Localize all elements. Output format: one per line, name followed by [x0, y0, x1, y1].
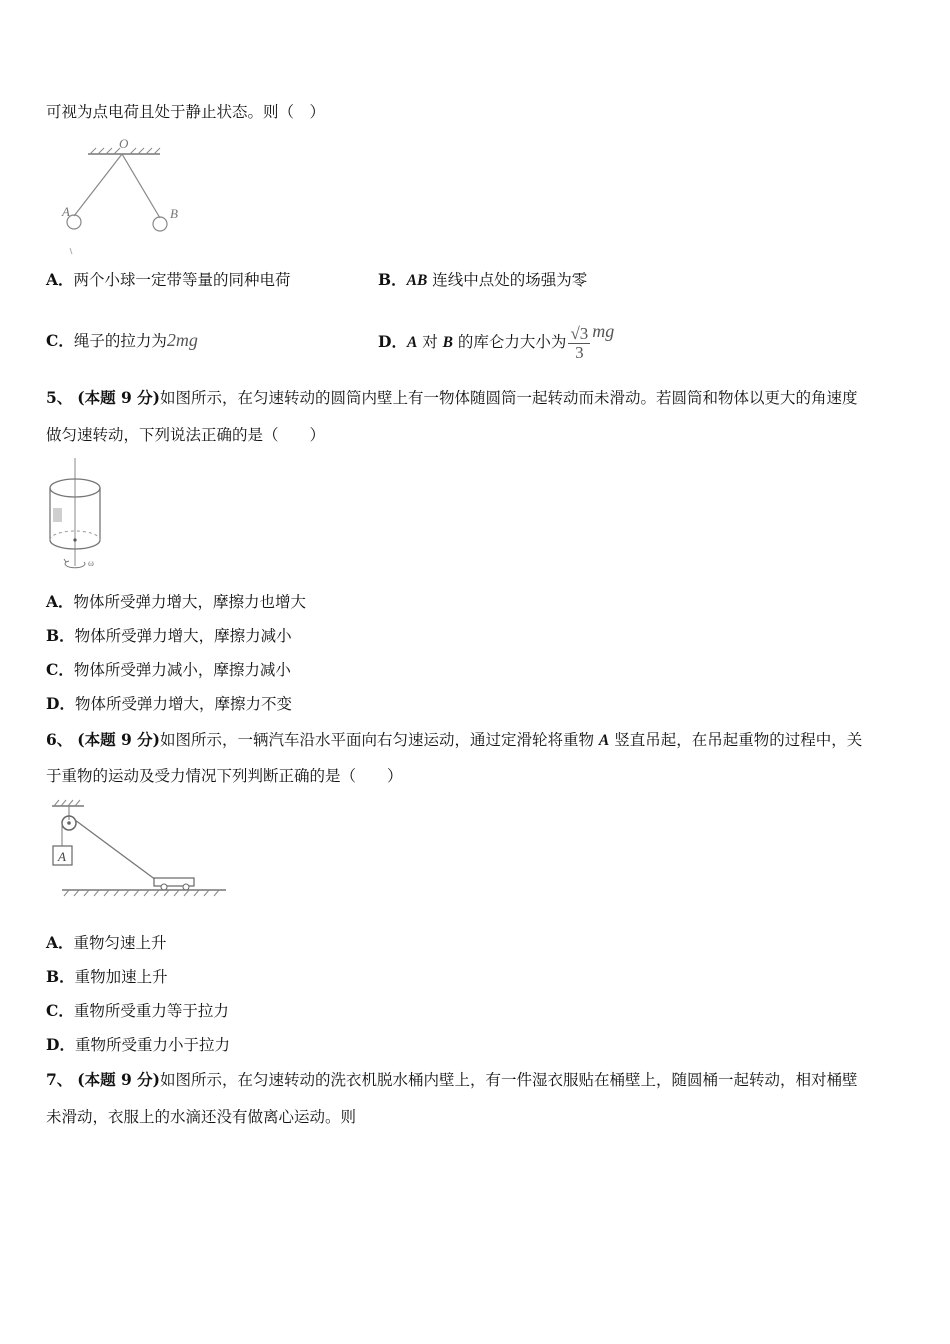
q5-option-D-text: 物体所受弹力增大，摩擦力不变	[74, 695, 292, 713]
q4-option-A[interactable]	[46, 270, 291, 290]
q4-option-C[interactable]	[46, 330, 198, 351]
q5-stem-line2: 做匀速转动，下列说法正确的是（ ）	[46, 426, 326, 444]
q6-option-D[interactable]	[46, 1035, 230, 1055]
q4-option-D-frac-num: √3	[570, 323, 589, 343]
q6-option-C-letter: C．	[46, 1001, 74, 1020]
q5-omega-label: ω	[88, 558, 94, 568]
q6-stem-line2: 于重物的运动及受力情况下列判断正确的是（ ）	[46, 767, 403, 785]
q7-number: 7、	[46, 1070, 73, 1089]
q4-option-A-text: 两个小球一定带等量的同种电荷	[73, 271, 291, 289]
q4-option-A-letter: A．	[46, 270, 74, 289]
q4-option-D-letter: D．	[378, 332, 407, 351]
q7-line1: 如图所示，在匀速转动的洗衣机脱水桶内壁上，有一件湿衣服贴在桶壁上，随圆桶一起转动，相对桶壁	[159, 1071, 858, 1089]
q5-option-B-text: 物体所受弹力增大，摩擦力减小	[74, 627, 292, 645]
q4-option-D-frac-den: 3	[575, 342, 584, 362]
q5-option-B[interactable]	[46, 626, 292, 646]
q5-object-block	[53, 508, 62, 522]
q6-option-B[interactable]	[46, 967, 168, 987]
q4-label-A: A	[62, 204, 70, 219]
q4-label-O: O	[119, 136, 129, 151]
q4-option-B[interactable]	[378, 270, 587, 291]
q6-option-C-text: 重物所受重力等于拉力	[73, 1002, 229, 1020]
q6-line1a: 如图所示，一辆汽车沿水平面向右匀速运动，通过定滑轮将重物	[159, 731, 599, 749]
q4-option-C-letter: C．	[46, 331, 74, 350]
q6-option-D-letter: D．	[46, 1035, 75, 1054]
q4-option-D[interactable]	[378, 306, 615, 362]
q4-option-B-text: 连线中点处的场强为零	[427, 271, 588, 289]
q6-option-A-letter: A．	[46, 933, 74, 952]
q4-option-D-var2: B	[442, 334, 453, 351]
q5-option-C-text: 物体所受弹力减小，摩擦力减小	[73, 661, 291, 679]
q4-option-D-suffix: mg	[592, 321, 615, 341]
q6-line1b: 竖直吊起，在吊起重物的过程中，关	[609, 731, 863, 749]
q5-stem-line1	[46, 388, 858, 408]
q5-figure-cylinder	[44, 458, 114, 576]
q4-option-D-var1: A	[406, 334, 418, 351]
q4-option-C-formula: 2mg	[166, 330, 198, 350]
q7-stem-line2: 未滑动，衣服上的水滴还没有做离心运动。则	[46, 1108, 357, 1126]
q5-option-B-letter: B．	[46, 626, 75, 645]
q6-option-B-text: 重物加速上升	[74, 968, 168, 986]
q7-stem-line1	[46, 1070, 858, 1090]
q6-option-A-text: 重物匀速上升	[73, 934, 167, 952]
q6-figure-pulley	[44, 796, 230, 902]
q4-figure-pendulums	[52, 136, 202, 258]
q6-option-B-letter: B．	[46, 967, 75, 986]
q4-option-D-mid: 对	[417, 333, 443, 351]
q4-label-B: B	[170, 206, 178, 221]
q6-var-A: A	[598, 732, 610, 749]
q4-option-D-text: 的库仑力大小为	[453, 333, 567, 351]
q6-label-A: A	[58, 849, 66, 864]
q5-option-C[interactable]	[46, 660, 291, 680]
q4-option-B-var: AB	[406, 272, 428, 289]
q4-stem-tail: 可视为点电荷且处于静止状态。则（ ）	[46, 103, 326, 121]
q4-option-D-fraction	[568, 325, 590, 362]
q4-option-B-letter: B．	[378, 270, 407, 289]
q4-option-C-text: 绳子的拉力为	[73, 332, 167, 350]
q5-number: 5、	[46, 388, 73, 407]
q4-ball-B	[153, 217, 167, 231]
q5-option-A[interactable]	[46, 592, 306, 612]
q5-line1: 如图所示，在匀速转动的圆筒内壁上有一物体随圆筒一起转动而未滑动。若圆筒和物体以更大的角速度	[159, 389, 858, 407]
q7-points: (本题 9 分)	[77, 1070, 160, 1089]
q6-stem-line1	[46, 730, 862, 751]
q5-option-A-text: 物体所受弹力增大，摩擦力也增大	[73, 593, 307, 611]
q6-option-A[interactable]	[46, 933, 167, 953]
q6-number: 6、	[46, 730, 73, 749]
q5-option-D[interactable]	[46, 694, 292, 714]
q5-option-D-letter: D．	[46, 694, 75, 713]
q6-option-D-text: 重物所受重力小于拉力	[74, 1036, 230, 1054]
q6-points: (本题 9 分)	[77, 730, 160, 749]
q6-option-C[interactable]	[46, 1001, 229, 1021]
q5-option-C-letter: C．	[46, 660, 74, 679]
q5-points: (本题 9 分)	[77, 388, 160, 407]
q5-option-A-letter: A．	[46, 592, 74, 611]
